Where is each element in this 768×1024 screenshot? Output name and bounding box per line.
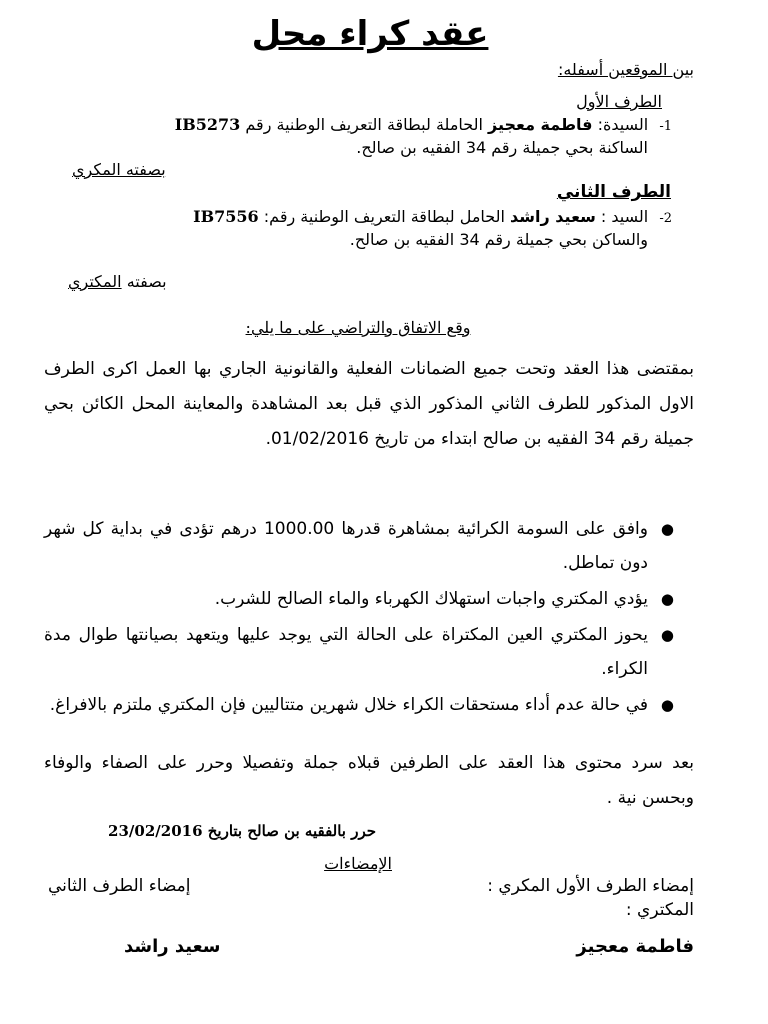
party2-role: [68, 272, 167, 291]
closing-paragraph: بعد سرد محتوى هذا العقد على الطرفين قبلاه جملة وتفصيلا وحرر على الصفاء والوفاء وبحسن نية .: [44, 753, 694, 808]
party2-desc: الحامل لبطاقة التعريف الوطنية رقم:: [263, 207, 505, 226]
bullet-icon: ●: [660, 590, 674, 608]
party1-role: بصفته المكري: [72, 160, 166, 179]
party1-prefix: السيدة:: [597, 115, 649, 134]
bullet-icon: ●: [660, 626, 674, 644]
party2-heading: الطرف الثاني: [556, 182, 671, 202]
party1-name: فاطمة معجيز: [488, 115, 593, 134]
intro-line: بين الموقعين أسفله:: [557, 60, 694, 79]
clause-item: [44, 582, 694, 616]
party1-id: IB5273: [174, 115, 241, 134]
clause-item: [44, 688, 694, 722]
sig-party2-name: سعيد راشد: [124, 936, 221, 957]
party2-role-prefix: بصفته: [126, 272, 167, 291]
document-title: عقد كراء محل: [251, 14, 489, 54]
bullet-icon: ●: [660, 696, 674, 714]
party2-name: سعيد راشد: [510, 207, 596, 226]
sig-party1-label: إمضاء الطرف الأول المكري :: [487, 876, 694, 896]
clause-text: في حالة عدم أداء مستحقات الكراء خلال شهرين متتاليين فإن المكتري ملتزم بالافراغ.: [49, 695, 648, 715]
bullet-icon: ●: [660, 520, 674, 538]
party1-line1: [175, 115, 672, 134]
party2-id: IB7556: [193, 207, 259, 226]
written-at: حرر بالفقيه بن صالح بتاريخ 23/02/2016: [108, 822, 376, 840]
clauses-list: [44, 512, 694, 724]
clause-text: وافق على السومة الكرائية بمشاهرة قدرها 1000.00 درهم تؤدى في بداية كل شهر دون تماطل.: [44, 519, 648, 573]
party1-address: الساكنة بحي جميلة رقم 34 الفقيه بن صالح.: [356, 138, 648, 157]
party2-address: والساكن بحي جميلة رقم 34 الفقيه بن صالح.: [349, 230, 648, 249]
party1-desc: الحاملة لبطاقة التعريف الوطنية رقم: [245, 115, 483, 134]
party1-number: 1-: [659, 119, 672, 134]
sig-party1-name: فاطمة معجيز: [576, 936, 694, 957]
sig-party2-label-cont: المكتري :: [625, 900, 694, 920]
clause-text: يؤدي المكتري واجبات استهلاك الكهرباء والماء الصالح للشرب.: [214, 589, 648, 609]
signatures-heading: الإمضاءات: [324, 854, 392, 873]
clause-item: [44, 618, 694, 686]
main-paragraph: بمقتضى هذا العقد وتحت جميع الضمانات الفعلية والقانونية الجاري بها العمل اكرى الطرف الاول المذكور للطرف الثاني المذكور الذي قبل بعد المشاهدة والمعاينة المحل الكائن بحي جميلة رقم 34 الفقيه بن صالح ابتداء من تاريخ 01/02/2016.: [44, 359, 694, 449]
party2-prefix: السيد :: [600, 207, 649, 226]
party2-number: 2-: [659, 211, 672, 226]
clause-item: [44, 512, 694, 580]
sig-party2-label: إمضاء الطرف الثاني: [48, 876, 191, 896]
party2-role-word: المكتري: [68, 272, 122, 291]
agreement-heading: وقع الاتفاق والتراضي على ما يلي:: [245, 318, 471, 337]
clause-text: يحوز المكتري العين المكتراة على الحالة التي يوجد عليها ويتعهد بصيانتها طوال مدة الكراء.: [44, 625, 648, 679]
party1-heading: الطرف الأول: [576, 92, 662, 111]
party2-line1: [193, 207, 672, 226]
